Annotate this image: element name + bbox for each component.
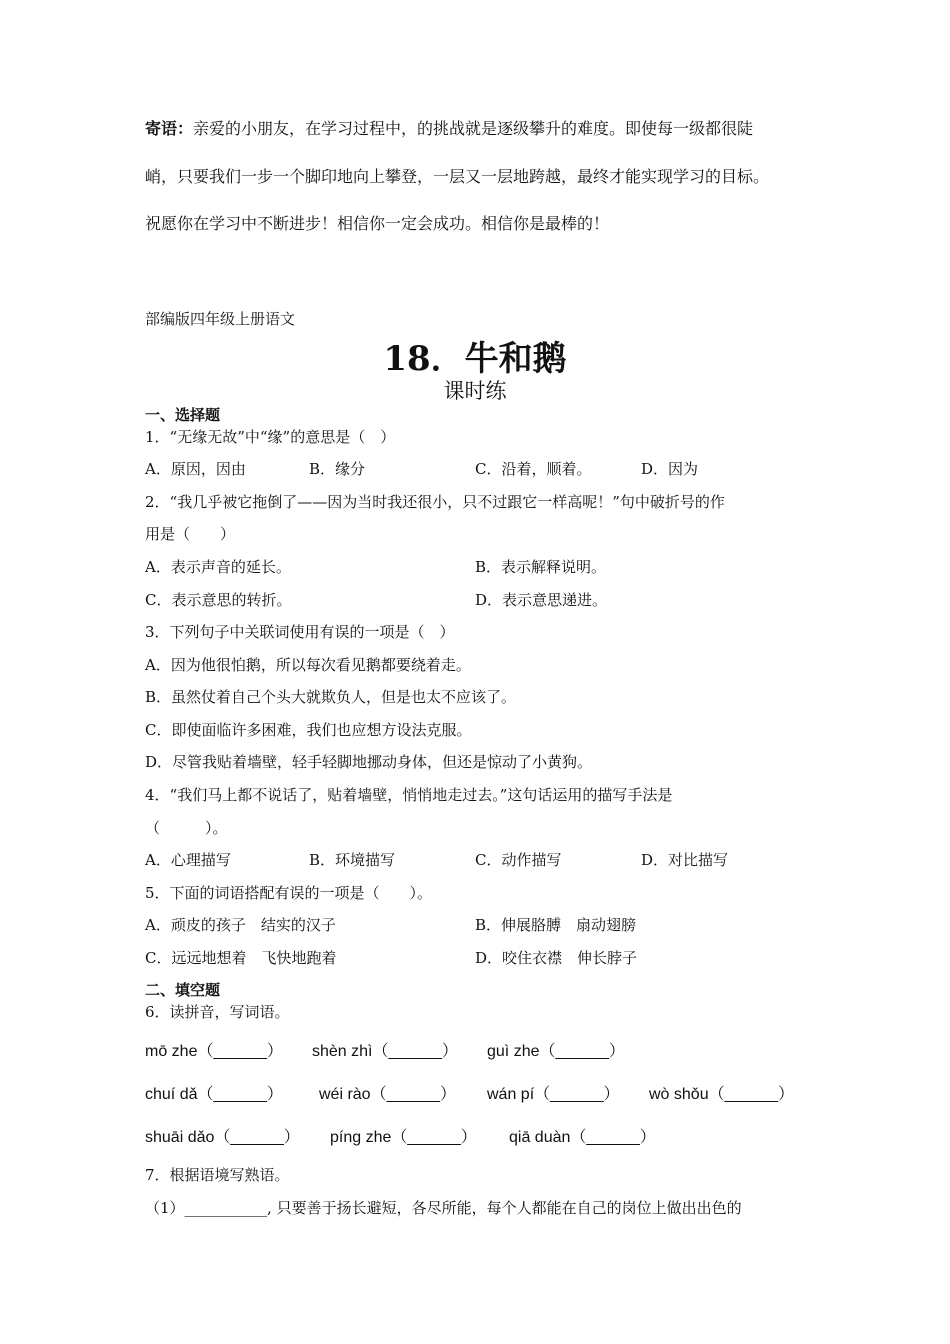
question-2-option-c: C．表示意思的转折。 bbox=[145, 591, 292, 609]
pinyin-item: wán pí（______） bbox=[487, 1086, 620, 1103]
pinyin-item: chuí dǎ（______） bbox=[145, 1086, 283, 1103]
message-line-3: 祝愿你在学习中不断进步！相信你一定会成功。相信你是最棒的！ bbox=[145, 214, 610, 233]
pinyin-item: wò shǒu（______） bbox=[649, 1086, 794, 1103]
section-heading-fill: 二、填空题 bbox=[145, 981, 221, 999]
pinyin-item: qiā duàn（______） bbox=[509, 1129, 656, 1146]
page-title: 18．牛和鹅 bbox=[383, 339, 567, 379]
message-text-1: 亲爱的小朋友，在学习过程中，的挑战就是逐级攀升的难度。即使每一级都很陡 bbox=[193, 119, 754, 138]
question-4-option-b: B．环境描写 bbox=[309, 851, 396, 869]
pinyin-item: guì zhe（______） bbox=[487, 1043, 625, 1060]
pinyin-item: shèn zhì（______） bbox=[312, 1043, 458, 1060]
edition-label: 部编版四年级上册语文 bbox=[145, 310, 296, 328]
question-5-stem: 5．下面的词语搭配有误的一项是（ ）。 bbox=[145, 884, 433, 902]
question-4-stem-line-1: 4．“我们马上都不说话了，贴着墙壁，悄悄地走过去。”这句话运用的描写手法是 bbox=[145, 786, 673, 804]
question-7-item-1: （1）___________, 只要善于扬长避短，各尽所能，每个人都能在自己的岗位上做出出色的 bbox=[145, 1199, 742, 1217]
question-1-option-b: B．缘分 bbox=[309, 460, 366, 478]
question-2-option-a: A．表示声音的延长。 bbox=[145, 558, 291, 576]
question-3-option-d: D．尽管我贴着墙壁，轻手轻脚地挪动身体，但还是惊动了小黄狗。 bbox=[145, 753, 593, 771]
message-line-1 bbox=[145, 116, 753, 139]
question-1-option-c: C．沿着，顺着。 bbox=[475, 460, 592, 478]
question-5-option-c: C．远远地想着 飞快地跑着 bbox=[145, 949, 337, 967]
question-3-option-b: B．虽然仗着自己个头大就欺负人，但是也太不应该了。 bbox=[145, 688, 517, 706]
question-3-option-a: A．因为他很怕鹅，所以每次看见鹅都要绕着走。 bbox=[145, 656, 471, 674]
pinyin-item: píng zhe（______） bbox=[330, 1129, 477, 1146]
question-1-option-a: A．原因，因由 bbox=[145, 460, 246, 478]
question-5-option-a: A．顽皮的孩子 结实的汉子 bbox=[145, 916, 336, 934]
question-1-stem: 1．“无缘无故”中“缘”的意思是（ ） bbox=[145, 428, 396, 446]
question-3-option-c: C．即使面临许多困难，我们也应想方设法克服。 bbox=[145, 721, 472, 739]
question-2-option-b: B．表示解释说明。 bbox=[475, 558, 607, 576]
page-subtitle: 课时练 bbox=[443, 379, 507, 403]
question-4-option-a: A．心理描写 bbox=[145, 851, 231, 869]
question-1-option-d: D．因为 bbox=[641, 460, 699, 478]
message-line-2: 峭，只要我们一步一个脚印地向上攀登，一层又一层地跨越，最终才能实现学习的目标。 bbox=[145, 167, 770, 186]
pinyin-item: shuāi dǎo（______） bbox=[145, 1129, 300, 1146]
question-6-stem: 6．读拼音，写词语。 bbox=[145, 1003, 290, 1021]
question-2-option-d: D．表示意思递进。 bbox=[475, 591, 608, 609]
pinyin-item: wéi rào（______） bbox=[319, 1086, 456, 1103]
pinyin-item: mō zhe（______） bbox=[145, 1043, 283, 1060]
question-2-stem-line-1: 2．“我几乎被它拖倒了——因为当时我还很小，只不过跟它一样高呢！”句中破折号的作 bbox=[145, 493, 725, 511]
question-4-option-c: C．动作描写 bbox=[475, 851, 562, 869]
section-heading-choice: 一、选择题 bbox=[145, 406, 221, 424]
question-3-stem: 3．下列句子中关联词使用有误的一项是（ ） bbox=[145, 623, 455, 641]
question-5-option-b: B．伸展胳膊 扇动翅膀 bbox=[475, 916, 637, 934]
question-7-stem: 7．根据语境写熟语。 bbox=[145, 1166, 290, 1184]
question-4-option-d: D．对比描写 bbox=[641, 851, 729, 869]
question-2-stem-line-2: 用是（ ） bbox=[145, 525, 236, 543]
question-4-stem-line-2: （ ）。 bbox=[145, 819, 228, 837]
message-label: 寄语： bbox=[145, 119, 194, 138]
question-5-option-d: D．咬住衣襟 伸长脖子 bbox=[475, 949, 638, 967]
